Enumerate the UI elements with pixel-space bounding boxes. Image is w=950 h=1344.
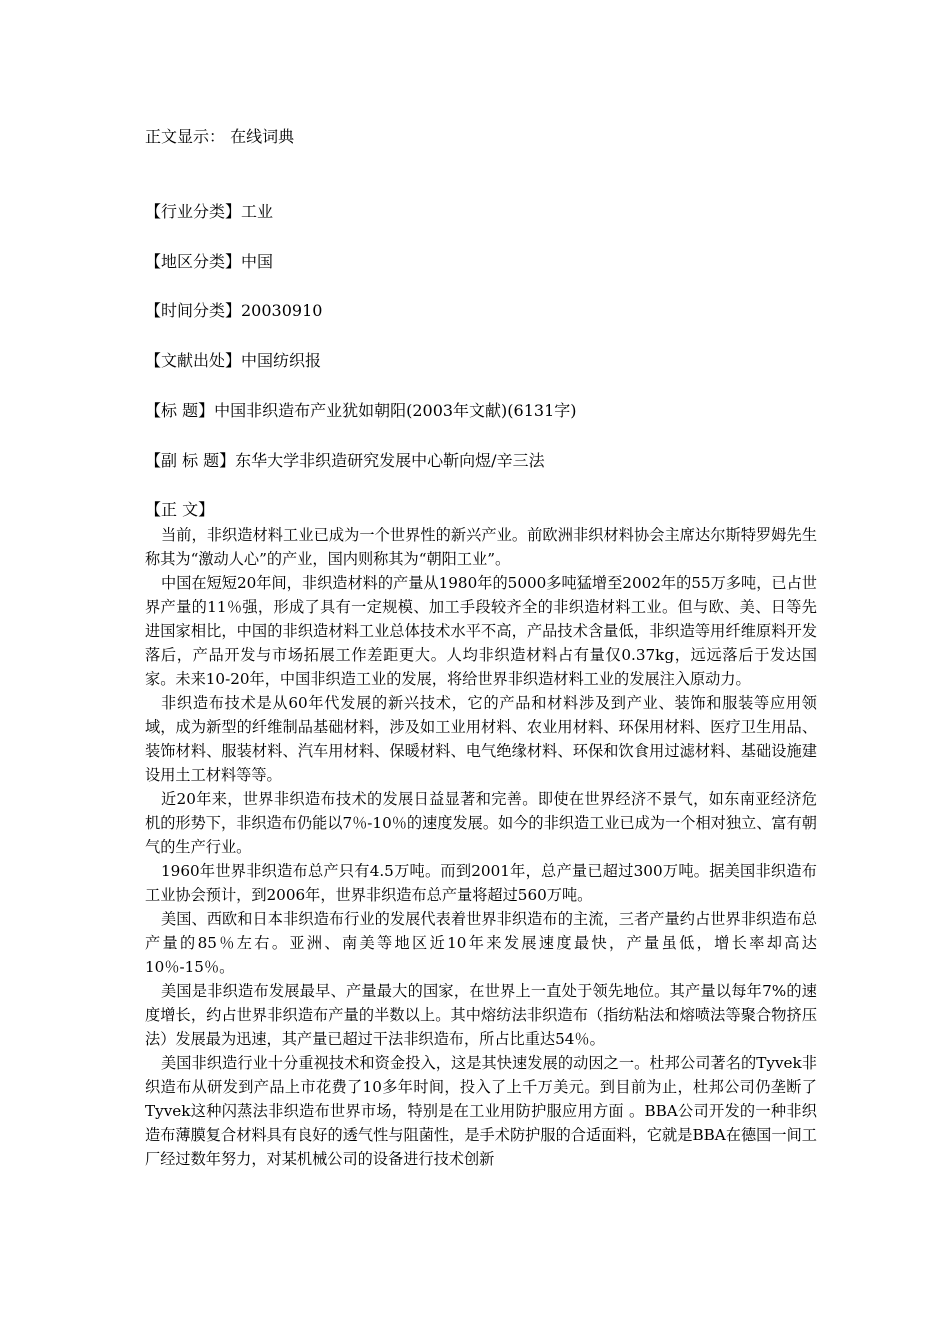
region-field: 【地区分类】中国 bbox=[145, 252, 274, 271]
paragraph: 美国非织造行业十分重视技术和资金投入，这是其快速发展的动因之一。杜邦公司著名的Tyvek非织造布从研发到产品上市花费了10多年时间，投入了上千万美元。到目前为止，杜邦公司仍垄断了Tyvek这种闪蒸法非织造布世界市场，特别是在工业用防护服应用方面 。BBA公司开发的一种非织造布薄膜复合材料具有良好的透气性与阻菌性，是手术防护服的合适面料，它就是BBA在德国一间工厂经过数年努力，对某机械公司的设备进行技术创新 bbox=[145, 1054, 817, 1168]
paragraph: 美国、西欧和日本非织造布行业的发展代表着世界非织造布的主流，三者产量约占世界非织造布总产量的85％左右。亚洲、南美等地区近10年来发展速度最快，产量虽低，增长率却高达10％-15％。 bbox=[145, 910, 817, 976]
body-label: 【正 文】 bbox=[145, 500, 215, 519]
industry-field: 【行业分类】工业 bbox=[145, 202, 274, 221]
body-text bbox=[145, 523, 817, 1171]
paragraph: 当前，非织造材料工业已成为一个世界性的新兴产业。前欧洲非织材料协会主席达尔斯特罗姆先生称其为“激动人心”的产业，国内则称其为“朝阳工业”。 bbox=[145, 526, 817, 568]
source-field: 【文献出处】中国纺织报 bbox=[145, 351, 322, 370]
paragraph: 近20年来，世界非织造布技术的发展日益显著和完善。即使在世界经济不景气，如东南亚经济危机的形势下，非织造布仍能以7％-10％的速度发展。如今的非织造工业已成为一个相对独立、富有朝气的生产行业。 bbox=[145, 790, 817, 856]
paragraph: 美国是非织造布发展最早、产量最大的国家，在世界上一直处于领先地位。其产量以每年7%的速度增长，约占世界非织造布产量的半数以上。其中熔纺法非织造布（指纺粘法和熔喷法等聚合物挤压法）发展最为迅速，其产量已超过干法非织造布，所占比重达54％。 bbox=[145, 982, 817, 1048]
display-header: 正文显示： 在线词典 bbox=[145, 127, 295, 146]
title-field: 【标 题】中国非织造布产业犹如朝阳(2003年文献)(6131字) bbox=[145, 401, 577, 420]
paragraph: 中国在短短20年间，非织造材料的产量从1980年的5000多吨猛增至2002年的55万多吨，已占世界产量的11％强，形成了具有一定规模、加工手段较齐全的非织造材料工业。但与欧、美、日等先进国家相比，中国的非织造材料工业总体技术水平不高，产品技术含量低，非织造等用纤维原料开发落后，产品开发与市场拓展工作差距更大。人均非织造材料占有量仅0.37kg，远远落后于发达国家。未来10-20年，中国非织造工业的发展，将给世界非织造材料工业的发展注入原动力。 bbox=[145, 574, 817, 688]
date-field: 【时间分类】20030910 bbox=[145, 301, 323, 320]
paragraph: 1960年世界非织造布总产只有4.5万吨。而到2001年，总产量已超过300万吨。据美国非织造布工业协会预计，到2006年，世界非织造布总产量将超过560万吨。 bbox=[145, 862, 817, 904]
subtitle-field: 【副 标 题】东华大学非织造研究发展中心靳向煜/辛三法 bbox=[145, 451, 545, 470]
paragraph: 非织造布技术是从60年代发展的新兴技术，它的产品和材料涉及到产业、装饰和服装等应用领域，成为新型的纤维制品基础材料，涉及如工业用材料、农业用材料、环保用材料、医疗卫生用品、装饰材料、服装材料、汽车用材料、保暖材料、电气绝缘材料、环保和饮食用过滤材料、基础设施建设用土工材料等等。 bbox=[145, 694, 817, 784]
